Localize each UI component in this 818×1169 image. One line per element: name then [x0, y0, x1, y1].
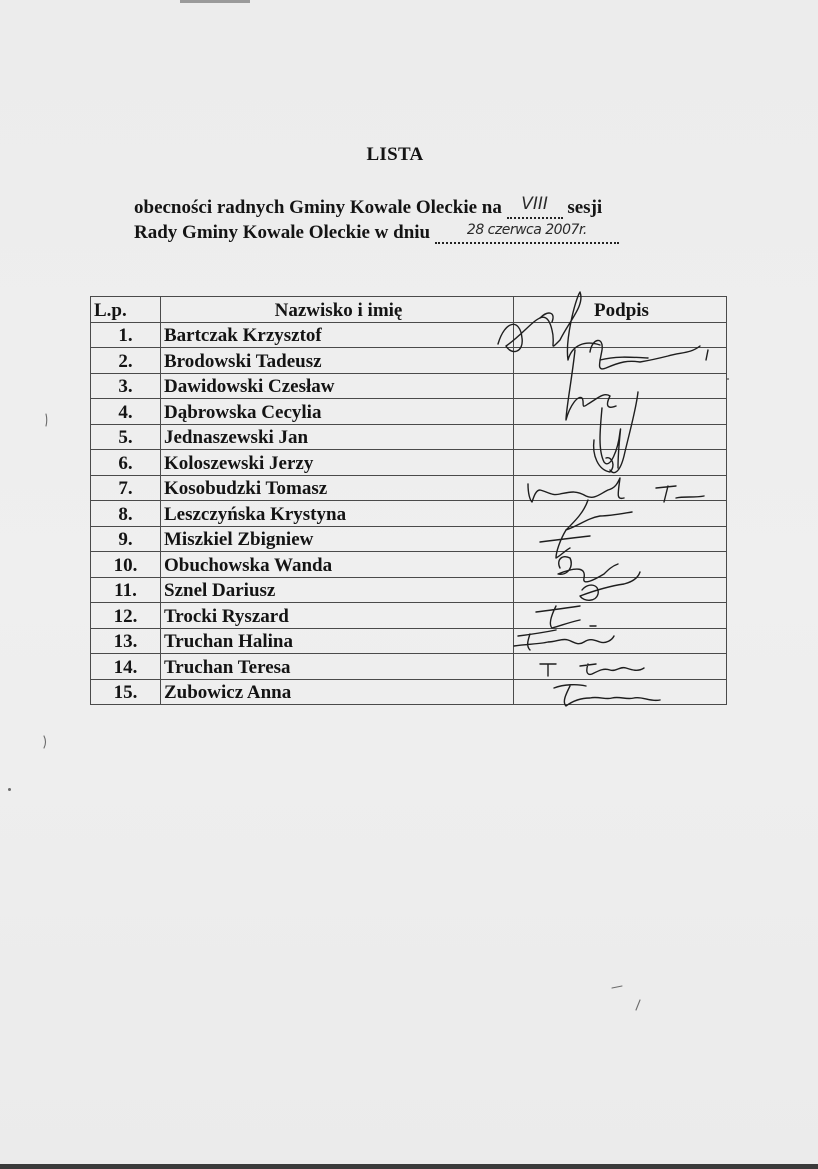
row-number: 8. [91, 501, 161, 527]
heading-line-2-prefix: Rady Gminy Kowale Oleckie w dniu [134, 222, 431, 243]
table-row [91, 526, 727, 552]
signature-cell [514, 501, 727, 527]
heading-line-1 [134, 194, 603, 219]
table-header-row [91, 297, 727, 323]
heading-line-1-prefix: obecności radnych Gminy Kowale Oleckie na [134, 197, 502, 218]
session-number: VIII [521, 194, 548, 214]
row-name: Miszkiel Zbigniew [161, 526, 514, 552]
row-number: 9. [91, 526, 161, 552]
row-number: 4. [91, 399, 161, 425]
row-number: 10. [91, 552, 161, 578]
scan-bottom-edge [0, 1164, 818, 1169]
table-row [91, 628, 727, 654]
row-number: 1. [91, 322, 161, 348]
table-row [91, 552, 727, 578]
signature-cell [514, 450, 727, 476]
scan-speck [727, 378, 729, 380]
signature-cell [514, 679, 727, 705]
row-name: Jednaszewski Jan [161, 424, 514, 450]
signature-cell [514, 322, 727, 348]
row-name: Dąbrowska Cecylia [161, 399, 514, 425]
header-name: Nazwisko i imię [161, 297, 514, 323]
margin-mark-1 [46, 414, 47, 426]
signature-cell [514, 628, 727, 654]
row-number: 11. [91, 577, 161, 603]
signature-cell [514, 577, 727, 603]
signature-cell [514, 348, 727, 374]
table-row [91, 322, 727, 348]
signature-cell [514, 424, 727, 450]
signature-cell [514, 373, 727, 399]
heading-line-2 [134, 222, 619, 244]
header-signature: Podpis [514, 297, 727, 323]
table-row [91, 654, 727, 680]
row-name: Trocki Ryszard [161, 603, 514, 629]
row-number: 5. [91, 424, 161, 450]
row-name: Dawidowski Czesław [161, 373, 514, 399]
scan-speck [8, 788, 11, 791]
row-number: 2. [91, 348, 161, 374]
session-number-field [507, 194, 563, 219]
row-name: Truchan Halina [161, 628, 514, 654]
heading-line-1-suffix: sesji [567, 197, 603, 218]
margin-mark-3 [636, 1000, 640, 1010]
row-name: Bartczak Krzysztof [161, 322, 514, 348]
signature-cell [514, 526, 727, 552]
row-name: Sznel Dariusz [161, 577, 514, 603]
table-row [91, 348, 727, 374]
table-row [91, 603, 727, 629]
row-name: Zubowicz Anna [161, 679, 514, 705]
row-number: 6. [91, 450, 161, 476]
session-date: 28 czerwca 2007r. [466, 222, 587, 238]
margin-mark-4 [612, 986, 622, 988]
row-name: Obuchowska Wanda [161, 552, 514, 578]
signature-cell [514, 654, 727, 680]
margin-mark-2 [44, 736, 46, 748]
row-number: 14. [91, 654, 161, 680]
row-number: 13. [91, 628, 161, 654]
scan-smudge [180, 0, 250, 3]
session-date-field [435, 223, 619, 244]
document-title: LISTA [366, 144, 424, 165]
row-number: 3. [91, 373, 161, 399]
row-number: 7. [91, 475, 161, 501]
table-row [91, 475, 727, 501]
row-number: 15. [91, 679, 161, 705]
table-row [91, 424, 727, 450]
row-name: Kosobudzki Tomasz [161, 475, 514, 501]
row-name: Koloszewski Jerzy [161, 450, 514, 476]
table-row [91, 679, 727, 705]
row-number: 12. [91, 603, 161, 629]
signature-cell [514, 603, 727, 629]
header-lp: L.p. [91, 297, 161, 323]
row-name: Leszczyńska Krystyna [161, 501, 514, 527]
table-row [91, 373, 727, 399]
table-row [91, 577, 727, 603]
signature-cell [514, 552, 727, 578]
signature-cell [514, 475, 727, 501]
attendance-table [90, 296, 727, 705]
row-name: Brodowski Tadeusz [161, 348, 514, 374]
table-row [91, 501, 727, 527]
table-row [91, 399, 727, 425]
signature-cell [514, 399, 727, 425]
row-name: Truchan Teresa [161, 654, 514, 680]
table-row [91, 450, 727, 476]
